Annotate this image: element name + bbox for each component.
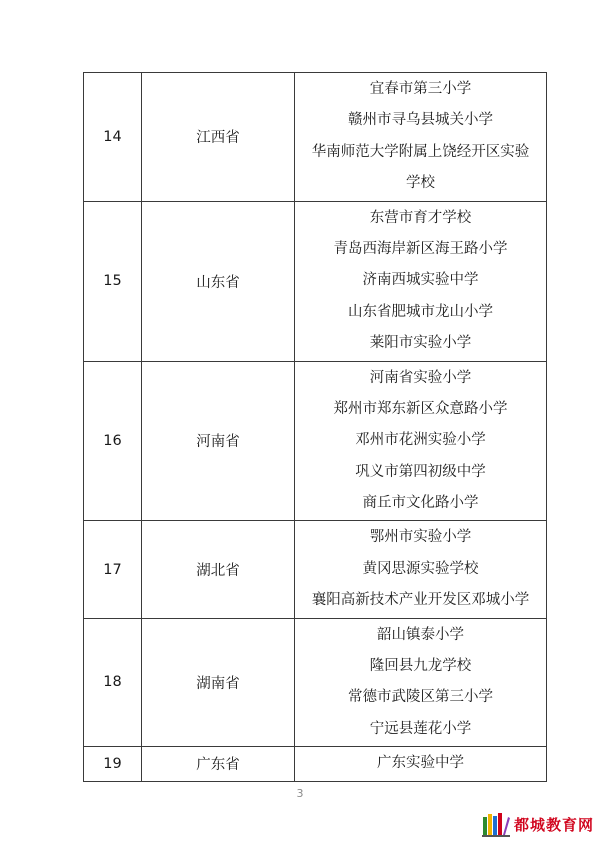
school-name: 常德市武陵区第三小学 [348,689,493,706]
school-name: 巩义市第四初级中学 [355,463,486,480]
table-body [84,73,547,782]
school-name: 郑州市郑东新区众意路小学 [333,400,508,417]
school-list [295,362,546,521]
province-cell: 湖南省 [142,618,295,747]
schools-cell [295,361,547,521]
school-name: 商丘市文化路小学 [362,495,479,512]
school-name: 黄冈思源实验学校 [362,560,479,577]
province-cell: 河南省 [142,361,295,521]
table-row [84,201,547,361]
school-name: 河南省实验小学 [369,369,472,386]
school-list [295,619,546,747]
schools-cell [295,201,547,361]
schools-cell [295,73,547,202]
row-number: 16 [84,361,142,521]
table-row [84,747,547,781]
row-number: 15 [84,201,142,361]
province-cell: 广东省 [142,747,295,781]
table-row [84,618,547,747]
school-name: 学校 [406,175,435,192]
table-row [84,521,547,618]
school-list [295,73,546,201]
school-name: 青岛西海岸新区海王路小学 [333,240,508,257]
school-name: 赣州市寻乌县城关小学 [348,112,493,129]
school-name: 华南师范大学附属上饶经开区实验 [311,143,530,160]
page-number: 3 [296,787,304,800]
school-list [295,521,546,617]
school-list [295,202,546,361]
table-row [84,361,547,521]
watermark-text: 都城教育网 [513,815,594,834]
province-cell: 湖北省 [142,521,295,618]
site-watermark [482,804,594,844]
school-name: 宜春市第三小学 [369,81,472,97]
school-name: 东营市育才学校 [369,209,472,226]
books-logo-icon [482,811,510,837]
schools-cell [295,747,547,781]
row-number: 18 [84,618,142,747]
province-cell: 江西省 [142,73,295,202]
school-name: 济南西城实验中学 [362,272,479,289]
school-name: 莱阳市实验小学 [369,335,472,352]
school-name: 山东省肥城市龙山小学 [348,303,493,320]
schools-cell [295,521,547,618]
row-number: 14 [84,73,142,202]
school-list-table [83,72,547,782]
row-number: 19 [84,747,142,781]
school-name: 邓州市花洲实验小学 [355,432,486,449]
school-name: 广东实验中学 [377,755,464,772]
school-name: 宁远县莲花小学 [369,720,472,737]
row-number: 17 [84,521,142,618]
schools-cell [295,618,547,747]
school-name: 鄂州市实验小学 [369,529,472,546]
school-name: 隆回县九龙学校 [369,658,472,675]
school-name: 襄阳高新技术产业开发区邓城小学 [311,592,530,609]
school-name: 韶山镇泰小学 [377,626,464,643]
school-list [295,747,546,780]
table-row [84,73,547,202]
province-cell: 山东省 [142,201,295,361]
